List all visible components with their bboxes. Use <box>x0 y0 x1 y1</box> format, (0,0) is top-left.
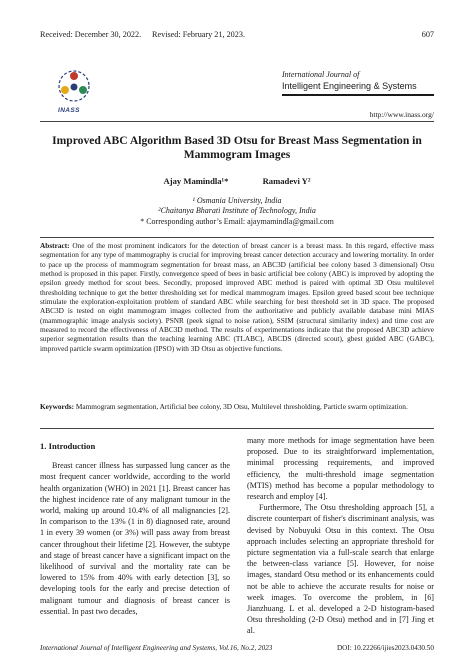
intro-paragraph-3: Furthermore, The Otsu thresholding approach [5], a discrete counterpart of fisher's discriminant analysis, was devised by Nobuyuki Otsu in this context. The Otsu approach includes selecting an appropriate threshold for picture segmentation via a full-scale search that enlarge the between-class variance [5]. However, for noise images, standard Otsu method or its enhancements could not be able to achieve the accurate results for noise or week images. To overcome the problem, in [6] Jianzhuang. L et al. developed a 2-D histogram-based Otsu thresholding (2-D Otsu) method and in [7] Jing et al. <box>247 503 434 636</box>
journal-name-line2: Intelligent Engineering & Systems <box>282 81 417 91</box>
revised-date: Revised: February 21, 2023. <box>152 30 246 39</box>
abstract <box>40 241 434 353</box>
abstract-text: One of the most prominent indicators for the detection of breast cancer is a breast mass. In this regard, effective mass segmentation for any type of mammography is crucial for improving breast cancer detection accuracy and lowering mortality. In order to pace up the process of mammogram segmentation for breast mass, an ABC3D (artificial bee colony based 3 dimensional) Otsu method is proposed in this paper. Firstly, convergence speed of bees in basic artificial bee colony (ABC) is improved by adopting the epsilon greedy method for scout bees. Secondly, proposed improved ABC method is paired with optimal 3D Otsu multilevel thresholding technique to get the better thresholding set for medical mammogram images. Epsilon greed based scout bee technique stimulate the exploration-exploitation problem of standard ABC while searching for best threshold set in 3D space. The proposed ABC3D is tested on eight mammogram images collected from the authoritative and publicly available database mini MIAS (mammographic image analysis society). PSNR (peek signal to noise ration), SSIM (structural similarity index) and time cost are measured to record the effectiveness of ABC3D method. The results of experimentations indicate that the proposed ABC3D achieve superior segmentation results than the teaching learning ABC (TLABC), ABCDS (directed scout), gbest guided ABC (GABC), improved particle swarm optimization (IPSO) with 3D Otsu as objective functions. <box>40 241 434 353</box>
affiliations <box>40 196 434 227</box>
divider-abstract-top <box>40 237 434 238</box>
logo-label: INASS <box>58 107 80 114</box>
journal-name-line1: International Journal of <box>282 70 360 79</box>
author-2: Ramadevi Y² <box>262 176 311 186</box>
author-1: Ajay Mamindla¹* <box>163 176 229 186</box>
journal-rule <box>282 94 434 96</box>
keywords <box>40 402 434 411</box>
author-list <box>40 176 434 186</box>
inass-logo-icon <box>54 66 94 110</box>
footer-doi[interactable]: DOI: 10.22266/ijies2023.0430.50 <box>336 644 434 652</box>
section-heading: 1. Introduction <box>40 441 96 451</box>
affiliation-1: ¹ Osmania University, India <box>192 196 282 205</box>
column-right <box>247 435 434 637</box>
intro-paragraph-1: Breast cancer illness has surpassed lung cancer as the most frequent cancer worldwide, according to the world health organization (WHO) in 2021 [1]. Breast cancer has the highest incidence rate of any malignant tumour in the world, making up around 10.4% of all malignancies [2]. In comparison to the 13% (1 in 8) diagnosed rate, around 1 in every 39 women (or 3%) will pass away from breast cancer throughout their lifetime [2]. However, the subtype and stage of breast cancer have a significant impact on the likelihood of survival and the mortality rate can be lowered to 15% from 40% with early detection [3], so developing tools for the early and precise detection of malignant tumour and diagnosis of breast cancer is essential. In past two decades, <box>40 461 230 616</box>
column-left <box>40 435 230 617</box>
affiliation-2: ²Chaitanya Bharati Institute of Technology, India <box>158 206 316 216</box>
footer-journal: International Journal of Intelligent Engineering and Systems, Vol.16, No.2, 2023 <box>40 644 273 652</box>
received-date: Received: December 30, 2022. <box>40 30 142 39</box>
page-number: 607 <box>421 30 434 39</box>
divider-top <box>40 121 434 122</box>
keywords-text: Mammogram segmentation, Artificial bee colony, 3D Otsu, Multilevel thresholding, Particle swarm optimization. <box>75 402 408 411</box>
keywords-label: Keywords: <box>40 402 75 411</box>
intro-paragraph-2: many more methods for image segmentation have been proposed. Due to its straightforward implementation, minimal processing requirements, and improved efficiency, the multi-threshold image segmentation (MTIS) method has become a popular methodology to research and employ [4]. <box>247 436 434 502</box>
journal-banner <box>282 70 434 96</box>
journal-url[interactable]: http://www.inass.org/ <box>369 110 434 119</box>
paper-title: Improved ABC Algorithm Based 3D Otsu for Breast Mass Segmentation in Mammogram Images <box>52 134 422 161</box>
divider-abstract-bottom <box>40 428 434 429</box>
abstract-label: Abstract: <box>40 241 70 250</box>
corresponding-email: * Corresponding author’s Email: ajaymamindla@gmail.com <box>140 216 334 226</box>
